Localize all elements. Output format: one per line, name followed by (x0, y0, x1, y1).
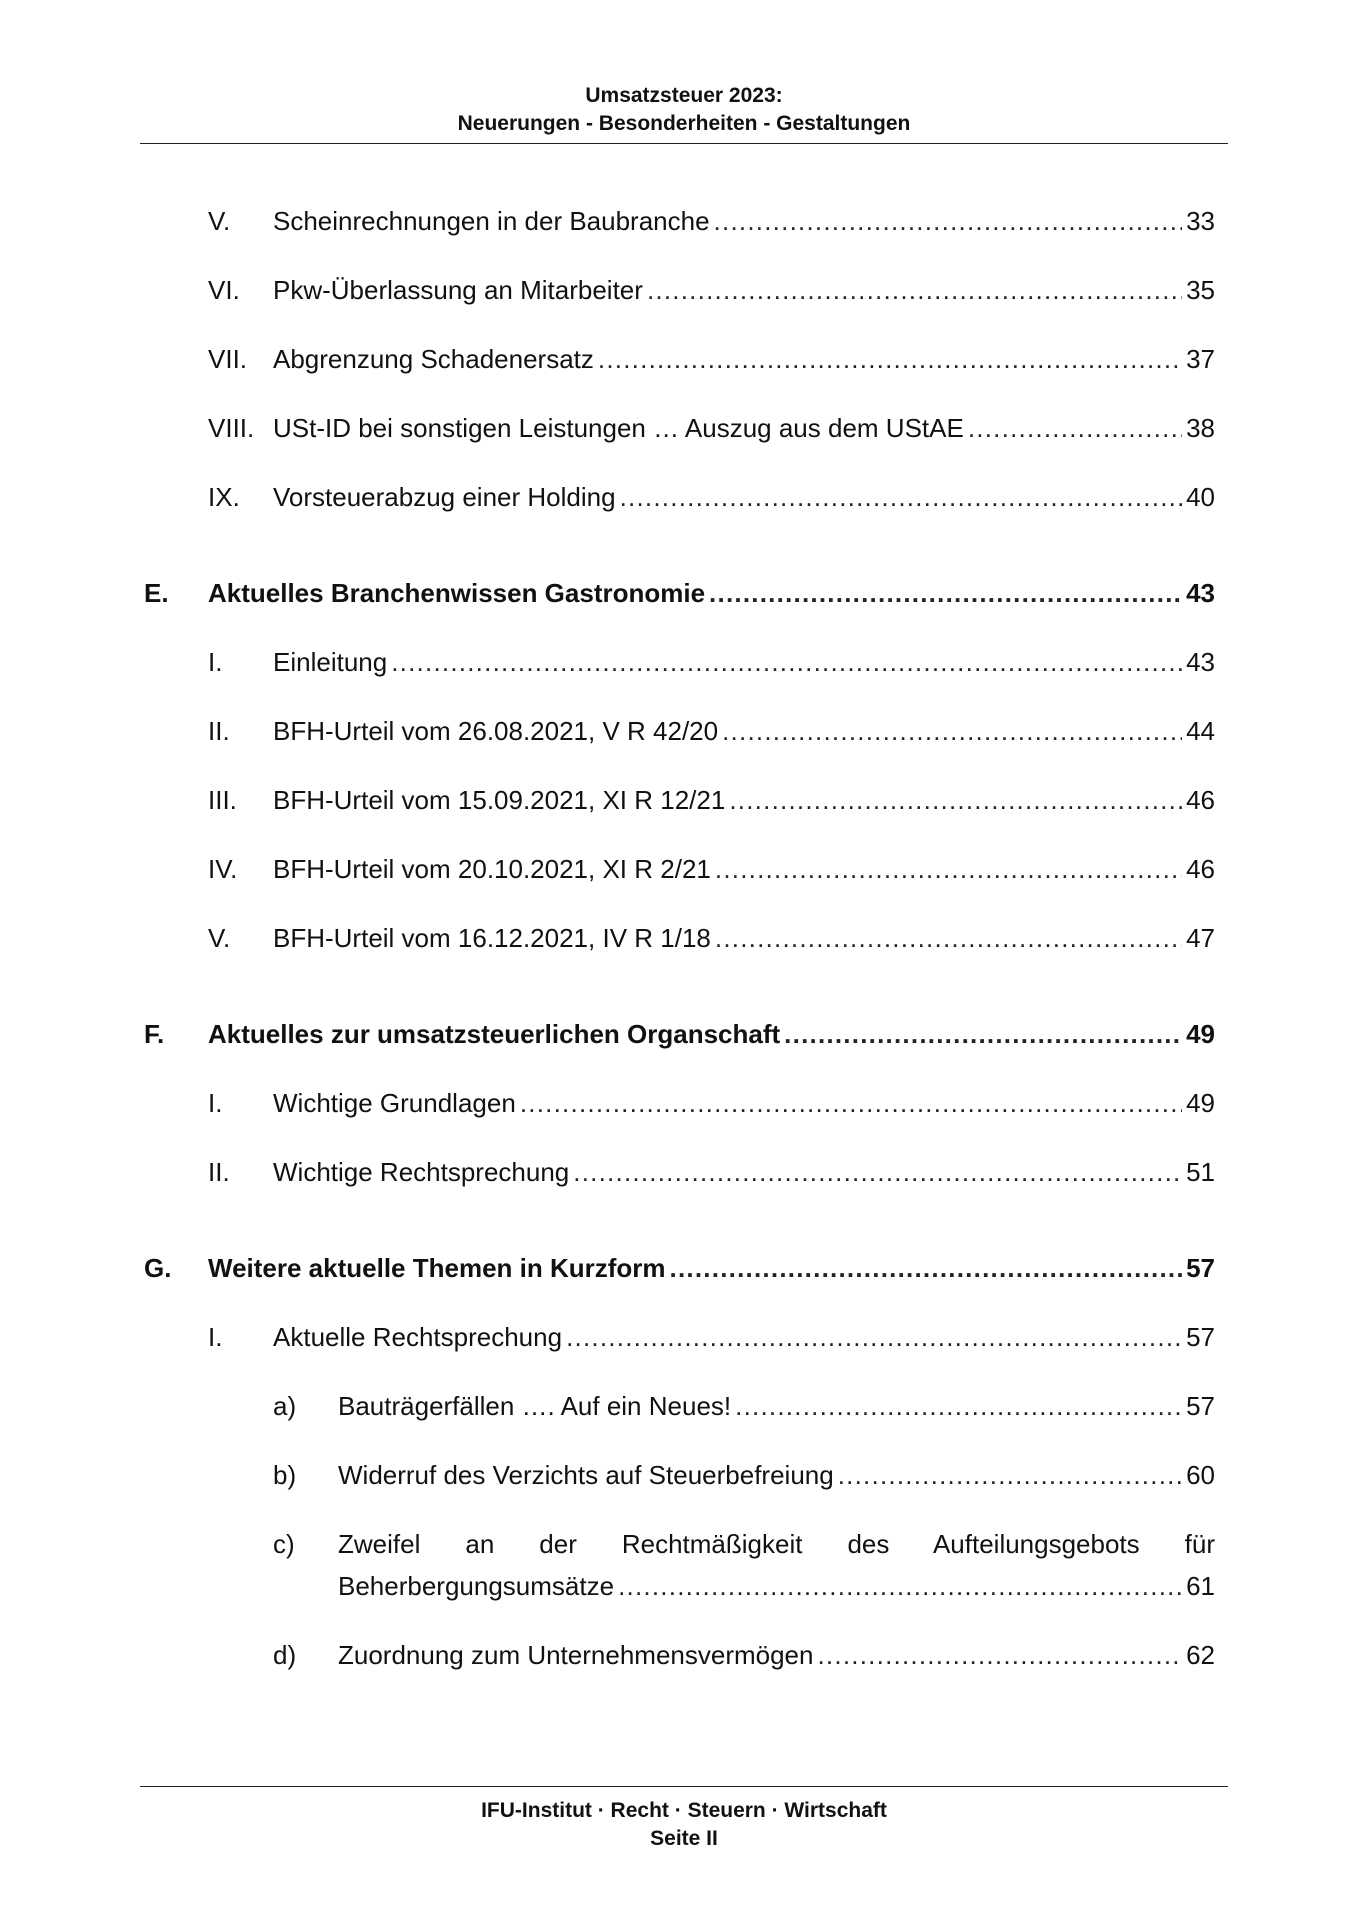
toc-leader (647, 275, 1182, 305)
toc-page: 37 (1186, 344, 1215, 374)
toc-number: IX. (208, 482, 240, 512)
toc-page: 35 (1186, 275, 1215, 305)
toc-number: c) (273, 1529, 295, 1559)
toc-page: 51 (1186, 1157, 1215, 1187)
toc-title: Abgrenzung Schadenersatz (273, 344, 594, 374)
toc-entry-g-i-c-line1[interactable] (338, 1529, 1215, 1559)
page-footer (140, 1797, 1228, 1853)
toc-number: IV. (208, 854, 238, 884)
footer-page-number: Seite II (650, 1827, 718, 1850)
toc-leader (715, 923, 1182, 953)
toc-leader (573, 1157, 1182, 1187)
toc-title: BFH-Urteil vom 20.10.2021, XI R 2/21 (273, 854, 711, 884)
toc-title: Wichtige Grundlagen (273, 1088, 516, 1118)
toc-entry-f-i[interactable] (208, 1088, 1215, 1118)
toc-entry-d-viii[interactable] (208, 413, 1215, 443)
toc-entry-e-v[interactable] (208, 923, 1215, 953)
toc-page: 57 (1186, 1322, 1215, 1352)
toc-page: 57 (1186, 1391, 1215, 1421)
toc-number: I. (208, 1088, 223, 1118)
toc-page: 38 (1186, 413, 1215, 443)
toc-leader (715, 854, 1182, 884)
toc-page: 47 (1186, 923, 1215, 953)
toc-entry-e-iii[interactable] (208, 785, 1215, 815)
toc-number: G. (144, 1253, 172, 1283)
toc-leader (714, 206, 1183, 236)
toc-section-e[interactable] (144, 578, 1215, 608)
toc-entry-e-i[interactable] (208, 647, 1215, 677)
header-title: Umsatzsteuer 2023: (585, 84, 783, 107)
toc-title: Widerruf des Verzichts auf Steuerbefreiung (338, 1460, 834, 1490)
toc-page: 43 (1186, 647, 1215, 677)
toc-title: Zuordnung zum Unternehmensvermögen (338, 1640, 814, 1670)
toc-number: V. (208, 923, 231, 953)
toc-number: E. (144, 578, 169, 608)
toc-entry-d-ix[interactable] (208, 482, 1215, 512)
toc-page: 40 (1186, 482, 1215, 512)
toc-number: I. (208, 647, 223, 677)
toc-title: Aktuelle Rechtsprechung (273, 1322, 563, 1352)
toc-leader (709, 578, 1182, 608)
toc-page: 33 (1186, 206, 1215, 236)
toc-leader (722, 716, 1182, 746)
toc-title: Weitere aktuelle Themen in Kurzform (208, 1253, 666, 1283)
toc-page: 57 (1186, 1253, 1215, 1283)
toc-leader (735, 1391, 1182, 1421)
toc-title: Aktuelles zur umsatzsteuerlichen Organschaft (208, 1019, 781, 1049)
toc-number: VIII. (208, 413, 255, 443)
toc-title: BFH-Urteil vom 15.09.2021, XI R 12/21 (273, 785, 726, 815)
toc-number: V. (208, 206, 231, 236)
toc-number: F. (144, 1019, 165, 1049)
toc-page: 62 (1186, 1640, 1215, 1670)
footer-publisher: IFU-Institut · Recht · Steuern · Wirtschaft (481, 1799, 887, 1822)
toc-entry-e-ii[interactable] (208, 716, 1215, 746)
toc-number: II. (208, 1157, 230, 1187)
toc-leader (520, 1088, 1182, 1118)
toc-leader (817, 1640, 1182, 1670)
toc-title-line2: Beherbergungsumsätze (338, 1571, 615, 1601)
toc-entry-d-v[interactable] (208, 206, 1215, 236)
toc-entry-f-ii[interactable] (208, 1157, 1215, 1187)
toc-title: BFH-Urteil vom 26.08.2021, V R 42/20 (273, 716, 719, 746)
toc-leader (598, 344, 1182, 374)
toc-entry-g-i-c[interactable] (338, 1571, 1215, 1601)
toc-title: Vorsteuerabzug einer Holding (273, 482, 616, 512)
toc-leader (784, 1019, 1182, 1049)
toc-leader (566, 1322, 1182, 1352)
toc-title: Pkw-Überlassung an Mitarbeiter (273, 275, 643, 305)
toc-number: I. (208, 1322, 223, 1352)
toc-title-line1: Zweifel an der Rechtmäßigkeit des Aufteilungsgebots für (338, 1529, 1215, 1559)
header-subtitle: Neuerungen - Besonderheiten - Gestaltungen (457, 112, 911, 135)
toc-leader (670, 1253, 1183, 1283)
toc-leader (838, 1460, 1182, 1490)
toc-number: d) (273, 1640, 297, 1670)
toc-page: 43 (1186, 578, 1215, 608)
header-rule (140, 143, 1228, 144)
toc-page: 46 (1186, 854, 1215, 884)
toc-page: 46 (1186, 785, 1215, 815)
toc-leader (620, 482, 1183, 512)
toc-number: VII. (208, 344, 248, 374)
toc-number: II. (208, 716, 230, 746)
toc-title: Bauträgerfällen …. Auf ein Neues! (338, 1391, 732, 1421)
toc-page: 44 (1186, 716, 1215, 746)
toc-title: Aktuelles Branchenwissen Gastronomie (208, 578, 706, 608)
toc-entry-g-i-b[interactable] (273, 1460, 1215, 1490)
toc-title: Scheinrechnungen in der Baubranche (273, 206, 710, 236)
toc-title: Wichtige Rechtsprechung (273, 1157, 570, 1187)
page-header (140, 82, 1228, 138)
toc-title: BFH-Urteil vom 16.12.2021, IV R 1/18 (273, 923, 711, 953)
toc-entry-g-i[interactable] (208, 1322, 1215, 1352)
toc-leader (391, 647, 1182, 677)
toc-section-f[interactable] (144, 1019, 1215, 1049)
toc-number: VI. (208, 275, 240, 305)
toc-number: b) (273, 1460, 297, 1490)
toc-entry-g-i-d[interactable] (273, 1640, 1215, 1670)
toc-title: Einleitung (273, 647, 388, 677)
toc-page: 61 (1186, 1571, 1215, 1601)
toc-entry-g-i-a[interactable] (273, 1391, 1215, 1421)
toc-page: 60 (1186, 1460, 1215, 1490)
toc-section-g[interactable] (144, 1253, 1215, 1283)
toc-page: 49 (1186, 1088, 1215, 1118)
toc-entry-d-vi[interactable] (208, 275, 1215, 305)
toc-title: USt-ID bei sonstigen Leistungen … Auszug aus dem UStAE (273, 413, 964, 443)
toc-number: a) (273, 1391, 297, 1421)
toc-entry-e-iv[interactable] (208, 854, 1215, 884)
toc-leader (729, 785, 1182, 815)
toc-leader (968, 413, 1182, 443)
toc-entry-d-vii[interactable] (208, 344, 1215, 374)
footer-rule (140, 1786, 1228, 1787)
toc-leader (618, 1571, 1182, 1601)
toc-number: III. (208, 785, 237, 815)
toc-page: 49 (1186, 1019, 1215, 1049)
